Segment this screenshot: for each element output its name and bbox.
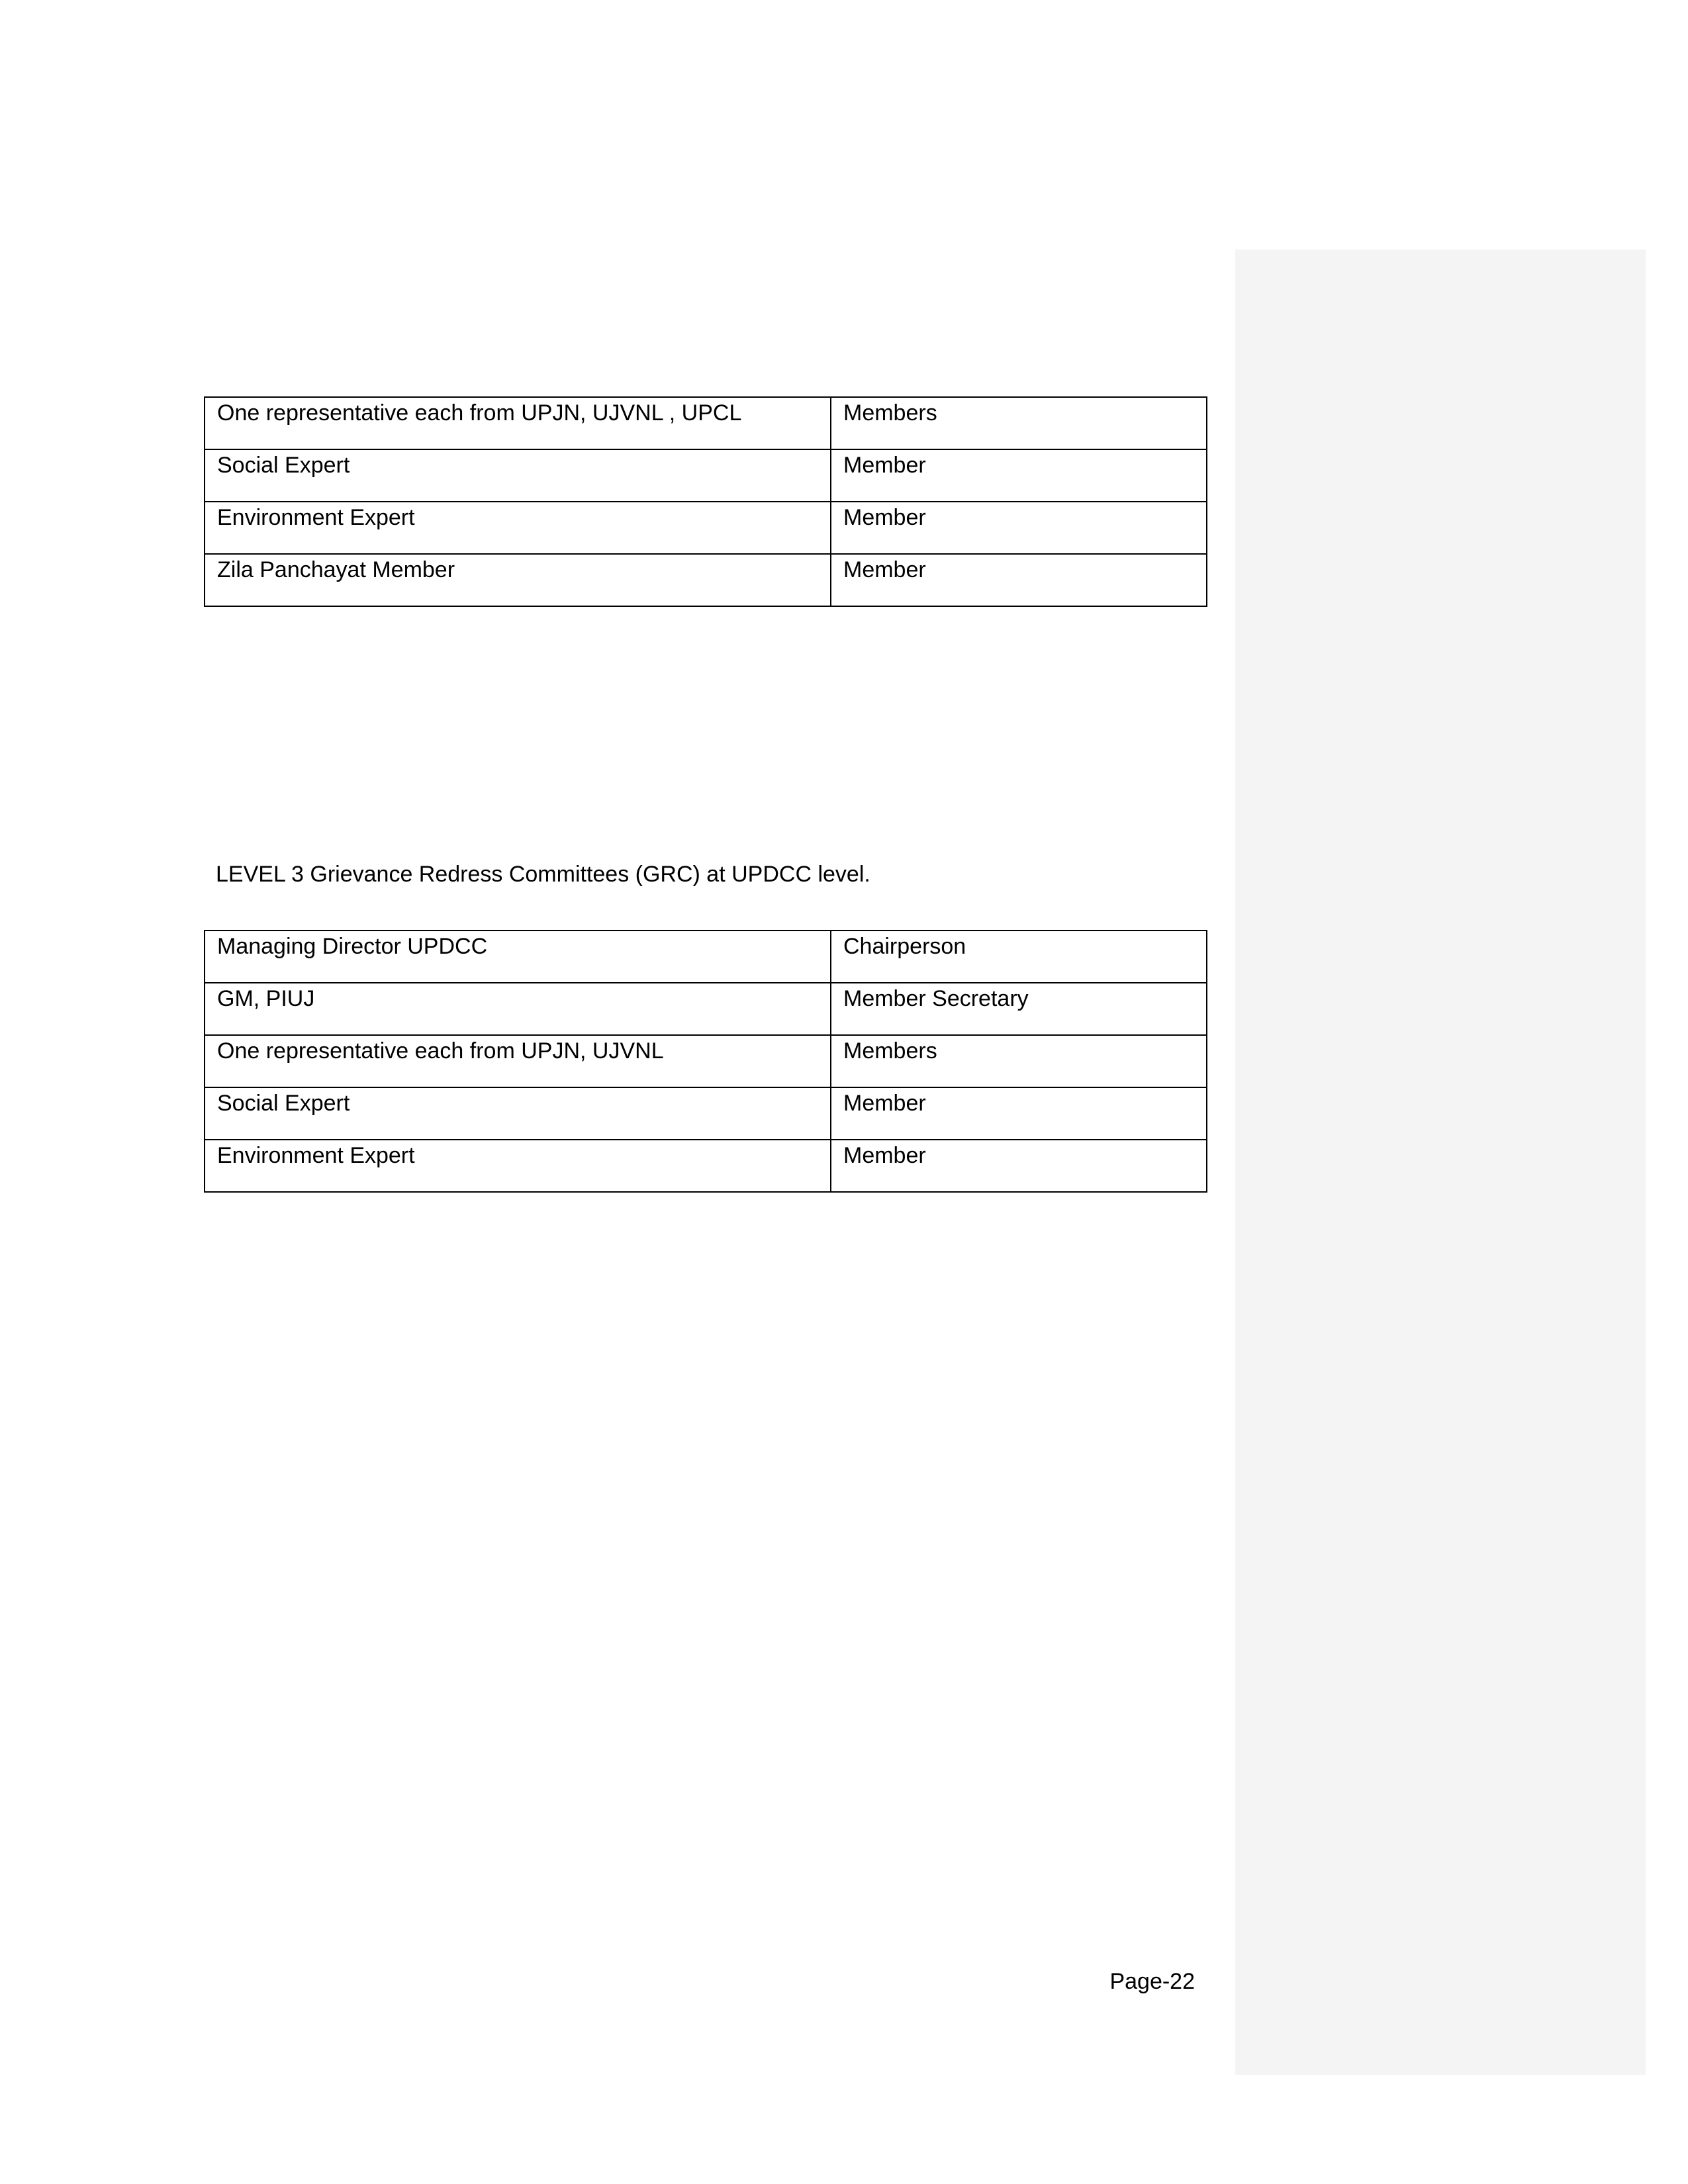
member-cell: Environment Expert <box>205 502 831 554</box>
member-cell: Managing Director UPDCC <box>205 931 831 983</box>
table-row <box>205 1035 1207 1087</box>
role-cell: Member Secretary <box>831 983 1207 1035</box>
member-cell: Social Expert <box>205 1087 831 1140</box>
member-cell: GM, PIUJ <box>205 983 831 1035</box>
member-cell: Environment Expert <box>205 1140 831 1192</box>
table-row <box>205 554 1207 606</box>
member-cell: One representative each from UPJN, UJVNL , UPCL <box>205 397 831 449</box>
role-cell: Member <box>831 449 1207 502</box>
role-cell: Members <box>831 397 1207 449</box>
role-cell: Member <box>831 1140 1207 1192</box>
table-row <box>205 931 1207 983</box>
table-row <box>205 983 1207 1035</box>
role-cell: Member <box>831 554 1207 606</box>
table-row <box>205 397 1207 449</box>
member-cell: One representative each from UPJN, UJVNL <box>205 1035 831 1087</box>
role-cell: Member <box>831 1087 1207 1140</box>
comment-pane <box>1235 250 1646 2075</box>
role-cell: Member <box>831 502 1207 554</box>
table-row <box>205 502 1207 554</box>
member-cell: Social Expert <box>205 449 831 502</box>
page-number: Page-22 <box>1109 1969 1195 1994</box>
member-cell: Zila Panchayat Member <box>205 554 831 606</box>
committee-table-level-3 <box>204 930 1207 1193</box>
role-cell: Members <box>831 1035 1207 1087</box>
role-cell: Chairperson <box>831 931 1207 983</box>
table-row <box>205 1087 1207 1140</box>
level-3-heading: LEVEL 3 Grievance Redress Committees (GRC) at UPDCC level. <box>216 862 870 887</box>
table-row <box>205 1140 1207 1192</box>
table-row <box>205 449 1207 502</box>
committee-table-level-2 <box>204 396 1207 607</box>
